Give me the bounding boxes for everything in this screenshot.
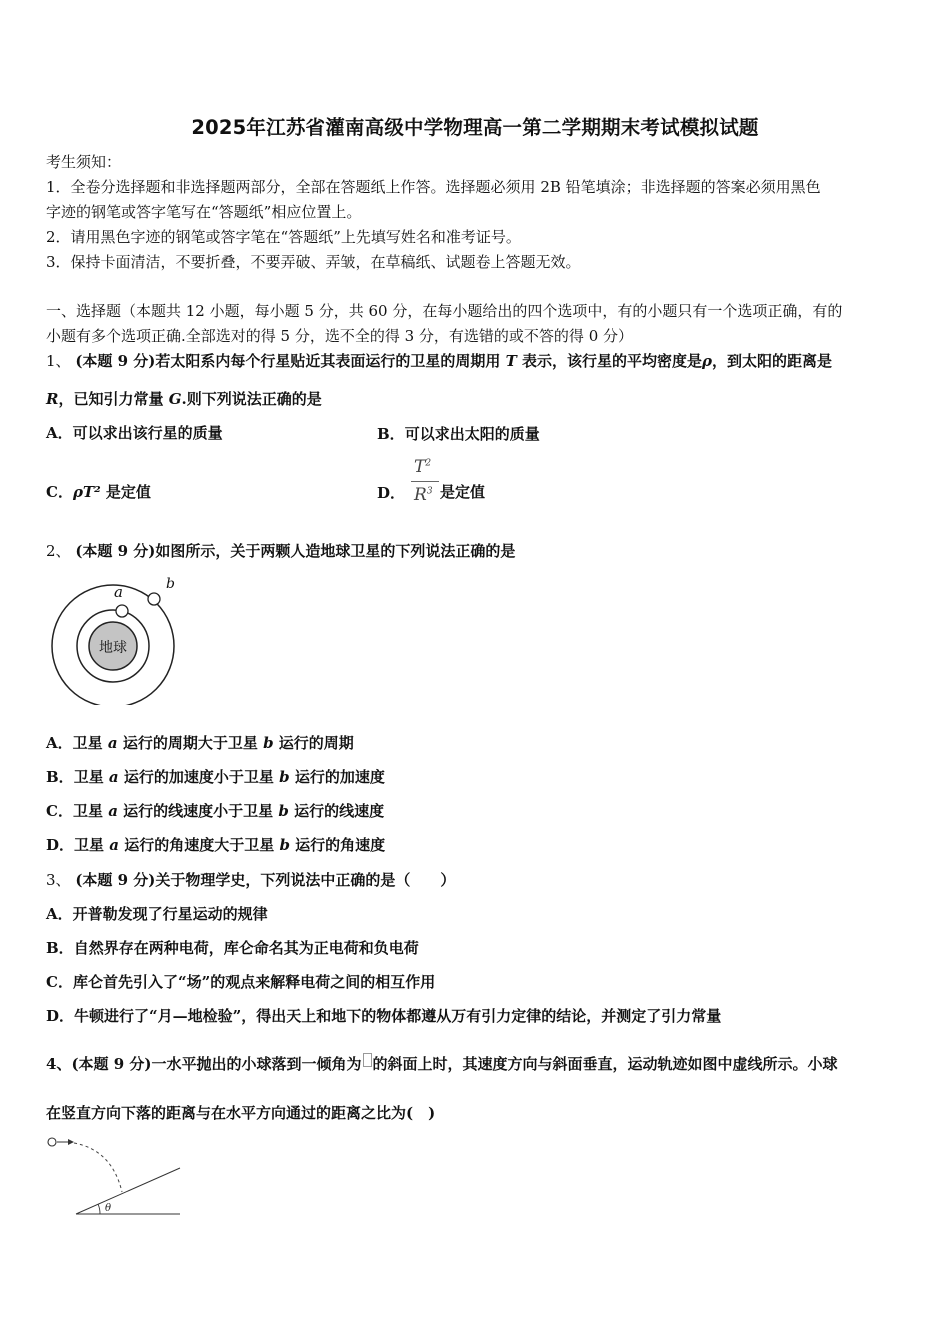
q2-option-c-symbol-1: a — [108, 802, 118, 820]
q4-stem-line-1 — [46, 1053, 838, 1074]
q2-option-a-text-3: 运行的周期 — [273, 734, 354, 752]
q1-symbol-rho: ρ — [702, 352, 713, 370]
notice-line-2: 2．请用黑色字迹的钢笔或答字笔在“答题纸”上先填写姓名和准考证号。 — [46, 228, 521, 246]
theta-label: θ — [105, 1203, 112, 1214]
fraction-bar — [411, 481, 439, 482]
incline-figure — [44, 1130, 189, 1220]
q1-option-d-fraction — [408, 455, 438, 507]
q2-option-b-text-1: 卫星 — [73, 768, 109, 786]
q3-option-c-text: 库仑首先引入了“场”的观点来解释电荷之间的相互作用 — [72, 973, 436, 991]
q3-option-a[interactable] — [46, 904, 268, 924]
q1-score-tag: (本题 9 分) — [75, 352, 156, 370]
q2-option-d-text-2: 运行的角速度大于卫星 — [118, 836, 280, 854]
q1-number: 1、 — [46, 352, 71, 370]
q1-option-c-label: C． — [46, 483, 73, 501]
q2-option-d[interactable] — [46, 835, 385, 855]
section-heading-b: 小题有多个选项正确.全部选对的得 5 分，选不全的得 3 分，有选错的或不答的得 0 分） — [46, 327, 634, 345]
q3-option-c[interactable] — [46, 972, 435, 992]
q3-option-d[interactable] — [46, 1006, 721, 1026]
q1-symbol-T: T — [505, 352, 517, 370]
q2-option-d-text-1: 卫星 — [74, 836, 110, 854]
notice-line-1a: 1．全卷分选择题和非选择题两部分，全部在答题纸上作答。选择题必须用 2B 铅笔填涂；非选择题的答案必须用黑色 — [46, 178, 821, 196]
section-heading-a: 一、选择题（本题共 12 小题，每小题 5 分，共 60 分，在每小题给出的四个选项中，有的小题只有一个选项正确，有的 — [46, 302, 843, 320]
notice-line-3: 3．保持卡面清洁，不要折叠，不要弄破、弄皱，在草稿纸、试题卷上答题无效。 — [46, 253, 581, 271]
q3-option-a-label: A． — [46, 905, 73, 923]
q3-option-d-label: D． — [46, 1007, 75, 1025]
q2-option-a-symbol-1: a — [107, 734, 118, 752]
satellite-b — [148, 593, 160, 605]
angle-arc — [98, 1204, 100, 1214]
q2-option-c-label: C． — [46, 802, 73, 820]
q1-option-d-text: 是定值 — [440, 483, 486, 501]
q2-option-a-symbol-2: b — [263, 734, 274, 752]
q1-option-d-label: D． — [377, 484, 406, 502]
q3-option-d-text: 牛顿进行了“月—地检验”，得出天上和地下的物体都遵从万有引力定律的结论，并测定了引力常量 — [74, 1007, 722, 1025]
satellite-b-label: b — [166, 576, 175, 592]
earth-label: 地球 — [99, 640, 127, 656]
q1-option-d[interactable] — [377, 482, 405, 503]
q3-option-b-label: B． — [46, 939, 74, 957]
q2-option-c-text-1: 卫星 — [72, 802, 109, 820]
q2-option-b-label: B． — [46, 768, 74, 786]
q1-option-a-text: 可以求出该行星的质量 — [72, 424, 223, 442]
q1-option-a-label: A． — [46, 424, 73, 442]
q1-option-b-label: B． — [377, 425, 405, 443]
q2-option-c-symbol-2: b — [278, 802, 289, 820]
q2-option-b[interactable] — [46, 767, 385, 787]
q1-symbol-G: G — [168, 390, 182, 408]
q2-option-c[interactable] — [46, 801, 384, 821]
fraction-denominator: $R^3$ — [414, 485, 433, 505]
q1-stem-part-1: 若太阳系内每个行星贴近其表面运行的卫星的周期用 — [155, 352, 506, 370]
q2-score-tag: (本题 9 分) — [75, 542, 156, 560]
q1-stem-line-1 — [46, 351, 832, 371]
q1-option-c[interactable] — [46, 482, 151, 502]
satellite-a-label: a — [114, 583, 123, 601]
q2-option-a-label: A． — [46, 734, 73, 752]
q4-angle-placeholder — [363, 1053, 372, 1067]
q2-option-d-symbol-2: b — [279, 836, 290, 854]
fraction-numerator: $T^2$ — [414, 457, 432, 477]
q1-option-c-text: 是定值 — [100, 483, 151, 501]
q4-score-tag: (本题 9 分) — [71, 1055, 152, 1073]
notice-line-1b: 字迹的钢笔或答字笔写在“答题纸”相应位置上。 — [46, 203, 362, 221]
q3-stem-text: 关于物理学史，下列说法中正确的是（ ） — [155, 871, 456, 889]
q2-option-c-text-3: 运行的线速度 — [288, 802, 385, 820]
q2-option-d-text-3: 运行的角速度 — [289, 836, 386, 854]
q3-score-tag: (本题 9 分) — [75, 871, 156, 889]
q4-stem-part-2: 的斜面上时，其速度方向与斜面垂直，运动轨迹如图中虚线所示。小球 — [372, 1055, 838, 1073]
q1-stem-part-5: .则下列说法正确的是 — [181, 390, 322, 408]
q3-option-a-text: 开普勒发现了行星运动的规律 — [72, 905, 268, 923]
q2-option-b-text-2: 运行的加速度小于卫星 — [118, 768, 280, 786]
q1-stem-part-3: ，到太阳的距离是 — [712, 352, 833, 370]
q2-option-d-symbol-1: a — [109, 836, 119, 854]
trajectory-dashed — [74, 1143, 122, 1192]
q1-stem-part-4: ，已知引力常量 — [58, 390, 169, 408]
q4-number: 4、 — [46, 1055, 72, 1073]
q2-option-c-text-2: 运行的线速度小于卫星 — [117, 802, 279, 820]
q1-option-b-text: 可以求出太阳的质量 — [404, 425, 540, 443]
q2-stem-text: 如图所示，关于两颗人造地球卫星的下列说法正确的是 — [155, 542, 516, 560]
q2-option-b-symbol-1: a — [108, 768, 119, 786]
q2-option-b-symbol-2: b — [279, 768, 290, 786]
velocity-arrowhead — [68, 1139, 74, 1145]
q1-option-c-expression: ρT² — [72, 483, 101, 501]
q2-stem — [46, 541, 515, 561]
incline-line — [76, 1168, 180, 1214]
q2-number: 2、 — [46, 542, 71, 560]
q1-symbol-R: R — [46, 390, 59, 408]
notice-heading: 考生须知： — [46, 153, 122, 171]
q2-option-d-label: D． — [46, 836, 75, 854]
ball — [48, 1138, 56, 1146]
q3-option-c-label: C． — [46, 973, 73, 991]
q1-option-a[interactable] — [46, 423, 223, 443]
q1-stem-part-2: 表示，该行星的平均密度是 — [516, 352, 703, 370]
q3-option-b[interactable] — [46, 938, 419, 958]
q2-option-b-text-3: 运行的加速度 — [289, 768, 385, 786]
page-title: 2025年江苏省灌南高级中学物理高一第二学期期末考试模拟试题 — [191, 116, 759, 139]
q2-option-a-text-1: 卫星 — [72, 734, 108, 752]
q4-stem-part-1: 一水平抛出的小球落到一倾角为 — [151, 1055, 362, 1073]
q3-option-b-text: 自然界存在两种电荷，库仑命名其为正电荷和负电荷 — [73, 939, 419, 957]
q2-option-a[interactable] — [46, 733, 354, 753]
q4-stem-line-2: 在竖直方向下落的距离与在水平方向通过的距离之比为( ) — [46, 1104, 436, 1122]
q1-option-b[interactable] — [377, 423, 540, 444]
q3-stem — [46, 870, 455, 890]
satellite-a — [116, 605, 128, 617]
q1-stem-line-2 — [46, 389, 322, 409]
orbit-figure — [48, 575, 188, 705]
q2-option-a-text-2: 运行的周期大于卫星 — [117, 734, 264, 752]
q3-number: 3、 — [46, 871, 71, 889]
